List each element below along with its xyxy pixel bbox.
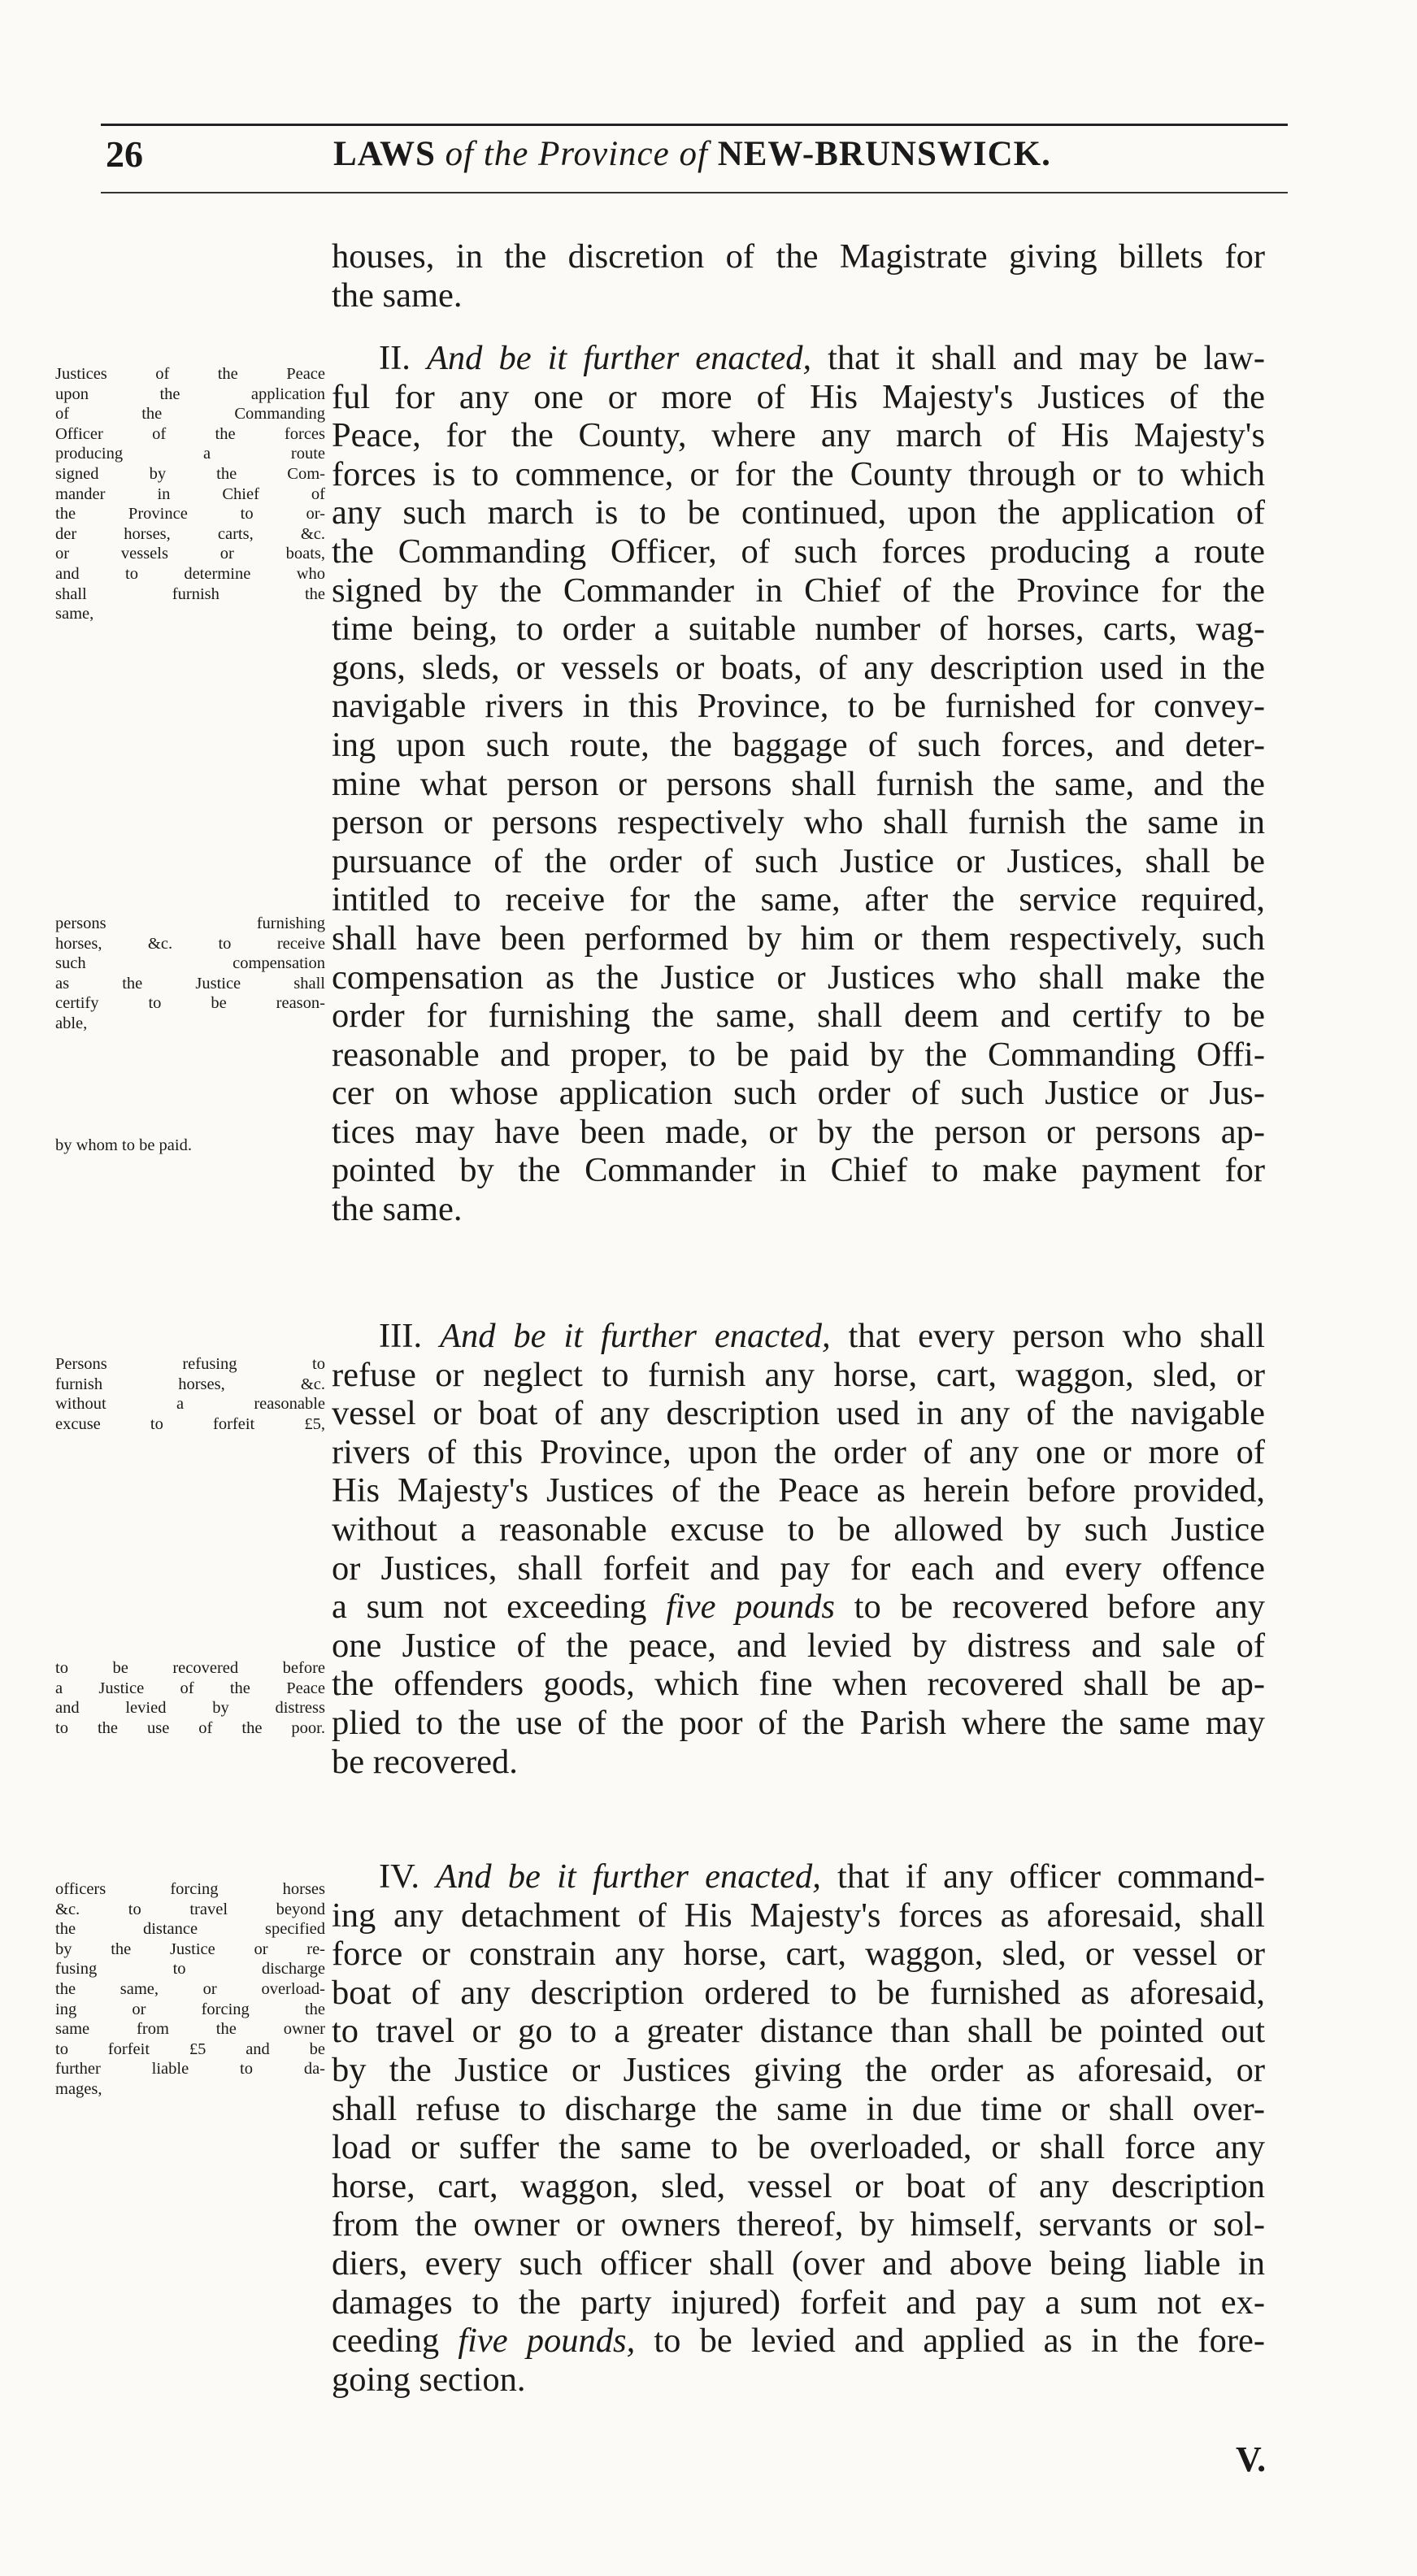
text-line: signed by the Commander in Chief of the Province for the [332, 571, 1265, 610]
section-opening-line [332, 1317, 1265, 1356]
text-line: load or suffer the same to be overloaded, or shall force any [332, 2128, 1265, 2167]
text-line: or Justices, shall forfeit and pay for each and every offence [332, 1549, 1265, 1588]
text-fragment: to be levied and applied as in the fore- [654, 2322, 1265, 2361]
margin-line: upon the application [55, 384, 325, 403]
text-line: compensation as the Justice or Justices who shall make the [332, 958, 1265, 997]
section-numeral: II. [379, 339, 411, 377]
text-line: the same. [332, 276, 463, 315]
section-numeral: III. [379, 1317, 423, 1355]
margin-line: Justices of the Peace [55, 365, 325, 383]
section-4-paragraph [332, 1857, 1265, 2399]
italic-amount: five pounds, [458, 2322, 636, 2361]
text-line: ing upon such route, the baggage of such forces, and deter- [332, 725, 1265, 764]
margin-line: fusing to discharge [55, 1960, 325, 1979]
margin-line: to forfeit £5 and be [55, 2040, 325, 2058]
text-line: His Majesty's Justices of the Peace as herein before provided, [332, 1471, 1265, 1510]
margin-line: Persons refusing to [55, 1355, 325, 1373]
text-line: order for furnishing the same, shall deem and certify to be [332, 997, 1265, 1036]
section-opening-line [332, 1857, 1265, 1896]
text-line: horse, cart, waggon, sled, vessel or boat of any description [332, 2166, 1265, 2205]
margin-line: officers forcing horses [55, 1880, 325, 1898]
margin-line: the distance specified [55, 1920, 325, 1939]
text-line: that if any officer command- [837, 1857, 1265, 1896]
text-line: cer on whose application such order of such Justice or Jus- [332, 1074, 1265, 1113]
carryover-paragraph [332, 237, 1265, 315]
margin-line: able, [55, 1014, 88, 1032]
text-line: Peace, for the County, where any march of His Majesty's [332, 416, 1265, 455]
marginal-note-section-4 [55, 1879, 325, 2100]
margin-line: the same, or overload- [55, 1979, 325, 1998]
text-line: force or constrain any horse, cart, waggon, sled, or vessel or [332, 1935, 1265, 1974]
text-line: rivers of this Province, upon the order of any one or more of [332, 1432, 1265, 1471]
marginal-note-recovery [55, 1658, 325, 1738]
text-line: time being, to order a suitable number of horses, carts, wag- [332, 610, 1265, 649]
text-line: plied to the use of the poor of the Parish where the same may [332, 1703, 1265, 1742]
margin-line: by whom to be paid. [55, 1136, 192, 1154]
margin-line: mander in Chief of [55, 484, 325, 503]
italic-amount: five pounds [666, 1588, 835, 1627]
margin-line: to be recovered before [55, 1659, 325, 1677]
text-line: vessel or boat of any description used in any of the navigable [332, 1394, 1265, 1433]
text-line: going section. [332, 2360, 526, 2399]
margin-line: furnish horses, &c. [55, 1375, 325, 1393]
text-line: person or persons respectively who shall furnish the same in [332, 803, 1265, 842]
text-fragment: ceeding [332, 2322, 440, 2361]
margin-line: further liable to da- [55, 2060, 325, 2079]
text-line: the same. [332, 1190, 463, 1229]
text-line: refuse or neglect to furnish any horse, cart, waggon, sled, or [332, 1355, 1265, 1394]
text-line: shall refuse to discharge the same in due time or shall over- [332, 2089, 1265, 2128]
margin-line: of the Commanding [55, 405, 325, 424]
margin-line: a Justice of the Peace [55, 1679, 325, 1697]
text-line: boat of any description ordered to be furnished as aforesaid, [332, 1973, 1265, 2012]
text-line: by the Justice or Justices giving the order as aforesaid, or [332, 2050, 1265, 2089]
running-head [333, 134, 1051, 174]
text-line-with-italics [332, 1588, 1265, 1627]
margin-line: and to determine who [55, 564, 325, 583]
text-line: gons, sleds, or vessels or boats, of any description used in the [332, 648, 1265, 687]
text-line: forces is to commence, or for the County through or to which [332, 454, 1265, 493]
marginal-note-section-3 [55, 1354, 325, 1434]
text-line: ful for any one or more of His Majesty's Justices of the [332, 377, 1265, 416]
text-line: reasonable and proper, to be paid by the Commanding Offi- [332, 1035, 1265, 1074]
text-line: any such march is to be continued, upon the application of [332, 493, 1265, 532]
enacting-phrase: And be it further enacted, [426, 339, 812, 377]
text-line: to travel or go to a greater distance than shall be pointed out [332, 2012, 1265, 2051]
margin-line: shall furnish the [55, 584, 325, 603]
header-rule-bottom [101, 192, 1288, 193]
text-line: houses, in the discretion of the Magistrate giving billets for [332, 237, 1265, 276]
running-head-laws: LAWS [333, 135, 436, 173]
text-line: that every person who shall [848, 1317, 1266, 1355]
text-line-with-italics [332, 2322, 1265, 2361]
margin-line: same from the owner [55, 2020, 325, 2039]
margin-line: excuse to forfeit £5, [55, 1414, 325, 1433]
marginal-note-payment [55, 1136, 325, 1156]
margin-line: signed by the Com- [55, 464, 325, 483]
text-fragment: to be recovered before any [854, 1588, 1266, 1627]
margin-line: to the use of the poor. [55, 1718, 325, 1737]
text-line: pointed by the Commander in Chief to make payment for [332, 1151, 1265, 1190]
margin-line: persons furnishing [55, 914, 325, 932]
enacting-phrase: And be it further enacted, [440, 1317, 831, 1355]
text-line: that it shall and may be law- [828, 339, 1266, 377]
text-line: tices may have been made, or by the person or persons ap- [332, 1112, 1265, 1151]
text-line: pursuance of the order of such Justice or Justices, shall be [332, 841, 1265, 880]
margin-line: as the Justice shall [55, 974, 325, 993]
text-line: one Justice of the peace, and levied by distress and sale of [332, 1626, 1265, 1665]
margin-line: without a reasonable [55, 1395, 325, 1414]
margin-line: such compensation [55, 954, 325, 973]
margin-line: &c. to travel beyond [55, 1900, 325, 1918]
header-rule-top [101, 124, 1288, 126]
page-header [106, 132, 1276, 186]
text-line: be recovered. [332, 1742, 518, 1781]
catchword: V. [1236, 2439, 1267, 2479]
margin-line: the Province to or- [55, 505, 325, 523]
section-opening-line [332, 339, 1265, 378]
text-line: shall have been performed by him or them respectively, such [332, 919, 1265, 958]
margin-line: producing a route [55, 445, 325, 463]
margin-line: by the Justice or re- [55, 1940, 325, 1958]
running-head-middle: of the Province of [435, 135, 718, 173]
text-line: the offenders goods, which fine when recovered shall be ap- [332, 1665, 1265, 1704]
text-line: without a reasonable excuse to be allowed by such Justice [332, 1510, 1265, 1549]
margin-line: or vessels or boats, [55, 545, 325, 563]
section-2-paragraph [332, 339, 1265, 1229]
text-line: navigable rivers in this Province, to be furnished for convey- [332, 687, 1265, 726]
text-line: intitled to receive for the same, after the service required, [332, 880, 1265, 919]
text-fragment: a sum not exceeding [332, 1588, 647, 1627]
text-line: ing any detachment of His Majesty's forces as aforesaid, shall [332, 1896, 1265, 1935]
margin-line: ing or forcing the [55, 2000, 325, 2018]
margin-line: same, [55, 605, 94, 623]
marginal-note-compensation [55, 914, 325, 1034]
page-number: 26 [106, 133, 143, 175]
section-numeral: IV. [379, 1857, 419, 1896]
marginal-note-section-2 [55, 364, 325, 624]
running-head-province: NEW-BRUNSWICK. [717, 135, 1051, 173]
margin-line: mages, [55, 2079, 102, 2098]
text-line: from the owner or owners thereof, by himself, servants or sol- [332, 2205, 1265, 2244]
text-line: damages to the party injured) forfeit and pay a sum not ex- [332, 2283, 1265, 2322]
enacting-phrase: And be it further enacted, [436, 1857, 821, 1896]
text-line: the Commanding Officer, of such forces producing a route [332, 532, 1265, 571]
margin-line: Officer of the forces [55, 424, 325, 443]
margin-line: horses, &c. to receive [55, 934, 325, 953]
section-3-paragraph [332, 1317, 1265, 1781]
text-line: mine what person or persons shall furnish the same, and the [332, 764, 1265, 803]
text-line: diers, every such officer shall (over and above being liable in [332, 2244, 1265, 2283]
margin-line: certify to be reason- [55, 994, 325, 1013]
margin-line: and levied by distress [55, 1699, 325, 1718]
margin-line: der horses, carts, &c. [55, 524, 325, 543]
